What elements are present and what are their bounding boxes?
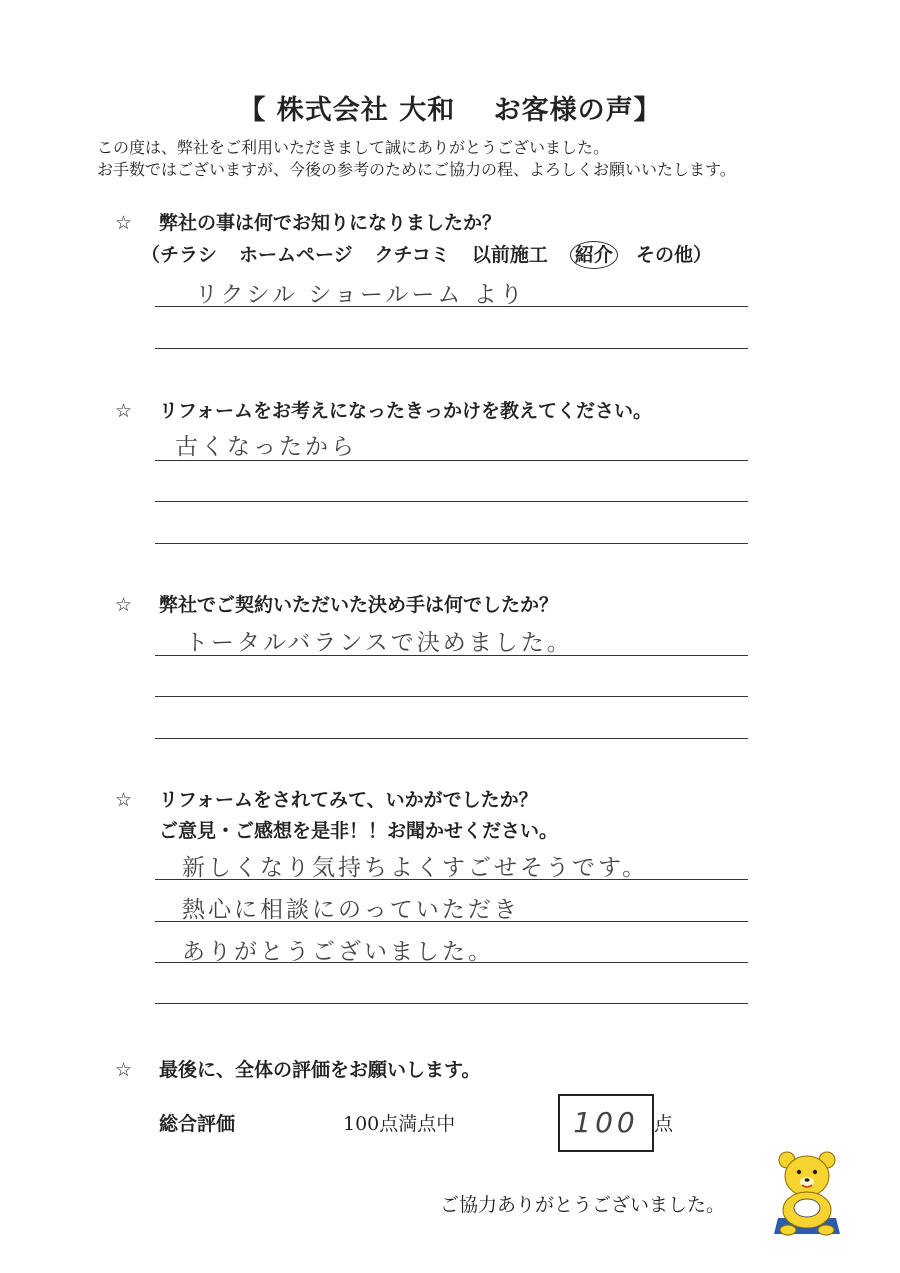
answer-line [155,1003,748,1004]
question-2-text: リフォームをお考えになったきっかけを教えてください。 [159,400,653,422]
answer-line [155,921,748,922]
q3-answer-1: トータルバランスで決めました。 [185,630,573,656]
q4-answer-2: 熱心に相談にのっていただき [182,897,520,923]
answer-line [155,738,748,739]
option-word-of-mouth: クチコミ [374,244,450,266]
answer-line [155,655,748,656]
page-title: 【 株式会社 大和 お客様の声】 [238,95,662,126]
q4-answer-1: 新しくなり気持ちよくすごせそうです。 [182,855,649,881]
answer-line [155,879,748,880]
star-icon: ☆ [115,400,133,422]
intro-line-1: この度は、弊社をご利用いただきまして誠にありがとうございました。 [97,138,610,157]
option-other: その他 [635,244,693,266]
score-box [558,1094,654,1152]
question-3-text: 弊社でご契約いただいた決め手は何でしたか？ [159,594,559,616]
question-4-text-2: ご意見・ご感想を是非！！お聞かせください。 [159,820,559,842]
question-1-text: 弊社の事は何でお知りになりましたか？ [159,212,502,234]
answer-line [155,696,748,697]
q4-answer-3: ありがとうございました。 [182,939,494,965]
answer-line [155,348,748,349]
bear-mascot-icon [770,1148,844,1236]
answer-line [155,962,748,963]
question-4 [115,785,538,812]
question-2 [115,396,652,423]
star-icon: ☆ [115,789,133,811]
q1-options [141,240,712,267]
score-value: 100 [573,1106,639,1139]
question-4-text: リフォームをされてみて、いかがでしたか？ [159,789,538,811]
score-unit: 点 [654,1113,674,1135]
option-previous-work: 以前施工 [471,244,548,266]
overall-rating-label: 総合評価 [159,1113,236,1135]
question-5-text: 最後に、全体の評価をお願いします。 [159,1059,481,1081]
answer-line [155,460,748,461]
rating-scale: 100点満点中 [343,1113,456,1135]
option-flyer: チラシ [160,244,218,266]
answer-line [155,501,748,502]
star-icon: ☆ [115,212,133,234]
q2-answer-1: 古くなったから [175,434,357,460]
option-referral-circled: 紹介 [570,241,618,269]
closing-message: ご協力ありがとうございました。 [440,1194,726,1216]
question-5 [115,1055,480,1082]
open-paren: （ [141,244,161,266]
option-homepage: ホームページ [239,244,353,266]
question-3 [115,590,558,617]
close-paren: ） [692,244,712,266]
q1-answer-1: リクシル ショールーム より [195,282,526,308]
star-icon: ☆ [115,1059,133,1081]
star-icon: ☆ [115,594,133,616]
intro-line-2: お手数ではございますが、今後の参考のためにご協力の程、よろしくお願いいたします。 [97,160,736,179]
answer-line [155,306,748,307]
answer-line [155,543,748,544]
question-1 [115,208,501,235]
